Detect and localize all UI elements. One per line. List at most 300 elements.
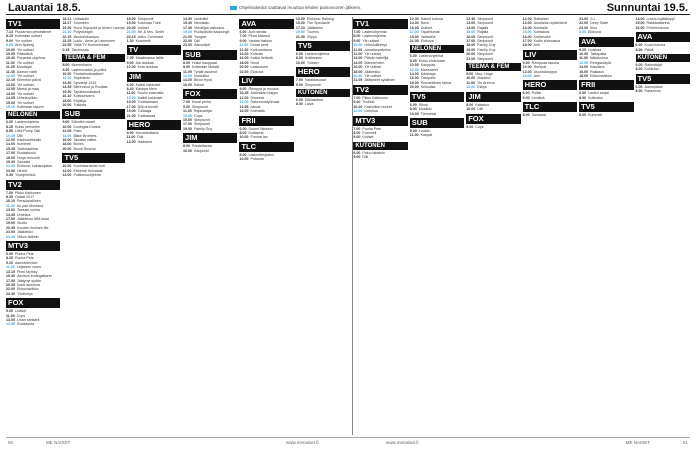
program-title: Lastentiesijoitus: [248, 152, 275, 157]
program-entry: [62, 147, 124, 151]
program-title: Vantaa fashion: [248, 38, 273, 43]
program-time: 20.30: [126, 25, 136, 30]
program-time: 8.00: [183, 144, 191, 149]
program-title: Kauppaa: [420, 63, 436, 68]
channel-header: HERO: [523, 80, 577, 90]
program-time: 8.00: [466, 102, 474, 107]
program-title: Vierailjan valtuutus: [194, 25, 225, 30]
channel-header: HERO: [296, 67, 350, 77]
program-time: 8.00: [579, 95, 587, 100]
channel-header: TV1: [353, 19, 407, 29]
program-title: Poliisi: [531, 91, 542, 96]
program-entry: [466, 57, 520, 61]
program-entry: [6, 235, 60, 239]
program-title: Rakkaustarina: [646, 21, 670, 26]
program-title: Kotiseudut: [533, 34, 551, 39]
program-title: Ala tarkkaa: [135, 60, 154, 65]
channel-header: FOX: [6, 298, 60, 308]
day-title-left: Lauantai 18.5.: [8, 2, 81, 14]
listing-column: [579, 17, 633, 435]
program-time: 16.00: [183, 82, 193, 87]
program-time: 14.00: [522, 74, 532, 79]
program-time: 10.00: [579, 52, 589, 57]
program-title: Cops: [475, 124, 484, 129]
program-time: 6.00: [409, 54, 417, 59]
program-time: 21.00: [6, 164, 15, 169]
program-time: 12.10: [6, 78, 15, 83]
program-title: Aamun vartit: [16, 69, 37, 74]
program-time: 10.05: [6, 52, 15, 57]
program-title: Luomu kyttäkuppi: [646, 17, 675, 21]
channel-header: KUTONEN: [636, 54, 690, 62]
program-entry: [62, 173, 124, 177]
program-title: Elokuva: Lainsuojaton: [17, 164, 53, 169]
program-time: 10.00: [6, 47, 15, 52]
program-time: 12.05: [62, 129, 72, 134]
program-title: Kotiterassi: [304, 56, 322, 61]
program-time: 11.00: [6, 313, 15, 318]
program-time: 18.00: [62, 98, 72, 103]
program-title: Haasteet: [137, 139, 152, 144]
program-title: Urheiluviikko: [17, 96, 38, 101]
program-time: 12.00: [62, 168, 72, 173]
program-title: Kotikaisa: [588, 95, 603, 100]
program-time: 11.00: [183, 69, 192, 74]
program-title: Uutiset: [420, 25, 432, 30]
program-time: 20.00: [62, 146, 72, 151]
program-entry: [523, 96, 577, 100]
program-title: Luukku: [418, 128, 431, 133]
program-time: 20.30: [353, 74, 363, 79]
program-title: Rakkaus: [590, 69, 605, 74]
program-time: 6.00: [295, 52, 303, 57]
program-entry: [239, 109, 293, 113]
program-title: Kolmatta: [250, 109, 265, 114]
program-entry: [239, 157, 293, 161]
program-time: 18.11: [62, 17, 72, 21]
program-time: 11.00: [409, 133, 419, 138]
program-title: Puuha Pete: [15, 256, 34, 261]
program-title: Rengasväylä: [590, 60, 611, 65]
program-title: Diili: [194, 39, 200, 44]
program-title: Simpsonit: [477, 52, 493, 57]
program-title: Talvimuuta: [71, 47, 89, 52]
program-time: 14.00: [635, 17, 645, 21]
program-title: Paluu takaisin: [362, 150, 385, 155]
program-time: 14.00: [466, 25, 476, 30]
program-title: Tutkinta: [73, 102, 87, 107]
program-title: Galaxi 2017: [15, 195, 35, 199]
program-time: 18.27: [62, 21, 72, 26]
program-time: 12.00: [579, 60, 589, 65]
program-time: 8.00: [295, 102, 303, 107]
program-entry: [523, 113, 577, 117]
program-time: 14.00: [6, 142, 15, 147]
program-title: Kotimaan Metsät: [192, 65, 219, 70]
program-title: Aitous: [250, 104, 261, 109]
program-time: 14.05: [6, 96, 15, 101]
channel-header: SUB: [183, 50, 237, 60]
channel-header: MTV3: [6, 241, 60, 251]
program-time: 16.00: [466, 34, 476, 39]
program-entry: [353, 155, 407, 159]
program-title: Pieni Myrsky: [17, 269, 38, 274]
program-title: Vielä TV Kommentaari: [73, 43, 110, 48]
program-title: Remppa ja muutos: [248, 87, 279, 92]
program-time: 18.00: [353, 69, 363, 74]
program-entry: [466, 107, 520, 111]
program-title: Persoonallinen: [17, 199, 41, 204]
program-time: 21.00: [6, 230, 15, 235]
program-entry: [183, 149, 237, 153]
program-time: 20.30: [6, 282, 15, 287]
program-title: Diili: [137, 135, 144, 140]
program-title: Elokuva: [250, 69, 264, 74]
program-time: 23.30: [6, 234, 15, 239]
program-title: Kotivalo: [250, 52, 264, 57]
program-entry: [296, 35, 350, 39]
program-title: Kahvit: [194, 82, 205, 87]
program-title: Pako: [73, 129, 82, 134]
program-time: 18.00: [6, 155, 15, 160]
program-time: 20.00: [62, 102, 72, 107]
program-time: 9.00: [62, 120, 70, 125]
program-time: 13.00: [239, 100, 249, 105]
program-title: Kodin kunnostus: [533, 39, 561, 44]
program-time: 10.00: [466, 76, 476, 81]
program-time: 6.00: [522, 91, 530, 96]
program-time: 12.00: [6, 74, 15, 79]
program-time: 14.55: [239, 104, 249, 109]
program-title: S.L.: [590, 17, 597, 21]
program-title: Lastenohjelmat: [418, 54, 444, 59]
program-entry: [466, 85, 520, 89]
program-time: 22.25: [62, 39, 72, 44]
program-time: 9.20: [353, 100, 361, 105]
program-title: Simpsonit: [137, 17, 154, 21]
channel-header: AVA: [239, 19, 293, 29]
program-title: Extreme Kulvaivat: [73, 168, 103, 173]
legend-text: Ohjelmatiedot saattavat muuttua lehden painovuoren jälkeen.: [239, 5, 362, 10]
program-title: Dilli: [362, 155, 369, 160]
program-title: Lastenohjelmia: [362, 30, 387, 34]
program-entry: [466, 125, 520, 129]
program-entry: [579, 96, 633, 100]
program-title: Kohti aurinkoa: [17, 282, 40, 287]
program-title: Ruva Sopupää ja Alvien Laumat: [73, 25, 125, 30]
program-time: 19.00: [183, 30, 193, 35]
program-time: 14.00: [522, 25, 532, 30]
program-time: 11.00: [126, 91, 136, 96]
program-time: 8.00: [522, 113, 530, 118]
channel-header: TV5: [579, 102, 633, 112]
program-time: 7.00: [295, 78, 303, 83]
program-time: 13.00: [295, 17, 305, 21]
program-title: Ruokasota: [17, 322, 35, 327]
program-title: Urheilulähetys: [364, 43, 388, 48]
program-time: 13.00: [6, 317, 15, 322]
program-entry: [410, 85, 464, 89]
program-time: 12.00: [6, 137, 15, 142]
program-entry: [127, 140, 181, 144]
program-title: Perheelokuva: [646, 25, 669, 30]
program-title: Simpsonit: [477, 34, 493, 39]
program-title: Kotimaan uutiset: [15, 34, 42, 39]
program-title: Perjantai-ohjelma: [17, 56, 45, 61]
program-entry: [579, 30, 633, 34]
program-title: Family Guy: [477, 43, 496, 48]
program-title: Yle uutiset: [15, 38, 32, 43]
channel-header: JIM: [466, 92, 520, 102]
channel-header: TV1: [6, 19, 60, 29]
program-time: 16.10: [62, 94, 72, 99]
program-title: Aamupäivä: [644, 84, 663, 89]
program-title: Kaupat: [420, 133, 432, 138]
program-time: 14.00: [62, 133, 72, 138]
program-time: 6.00: [579, 91, 587, 96]
program-time: 13.00: [6, 82, 15, 87]
program-title: Puuhat lan: [250, 135, 268, 140]
program-time: 6.00: [409, 102, 417, 107]
program-title: Kelloaika: [420, 85, 436, 90]
program-title: Elokuva: [420, 39, 434, 44]
channel-header: TEEMA & FEM: [62, 54, 124, 62]
program-title: Musiikki: [418, 107, 432, 112]
program-title: Kummeli: [362, 130, 377, 135]
program-title: Puolipäivän kaupungit: [194, 30, 230, 35]
program-time: 13.10: [6, 269, 15, 274]
program-time: 17.00: [183, 122, 193, 127]
program-time: 20.00: [239, 65, 249, 70]
program-time: 15.40: [183, 21, 193, 26]
program-title: Aamutelevisio: [15, 260, 38, 265]
program-time: 9.00: [466, 72, 474, 77]
channel-header: AVA: [636, 32, 690, 42]
program-time: 16.00: [239, 109, 249, 114]
program-time: 12.10: [62, 76, 72, 81]
program-title: Simpsonit: [477, 39, 493, 44]
program-time: 12.00: [466, 85, 476, 90]
program-time: 8.00: [635, 89, 643, 94]
listing-column: [636, 17, 690, 435]
program-time: 9.00: [295, 82, 303, 87]
program-time: 23.00: [6, 168, 15, 173]
program-time: 6.00: [353, 150, 361, 155]
channel-header: TLC: [523, 102, 577, 112]
program-title: Iltakahvi: [477, 76, 491, 81]
program-time: 14.30: [409, 21, 419, 26]
program-time: 8.35: [6, 195, 13, 199]
program-time: 13.00: [183, 113, 193, 118]
program-title: Kokonaa Tube: [137, 21, 161, 26]
program-time: 13.00: [126, 139, 136, 144]
program-title: Talvipallo: [420, 76, 436, 81]
program-time: 12.30: [466, 17, 476, 21]
program-title: Polyvikinget: [73, 30, 93, 35]
channel-header: LIV: [523, 50, 577, 60]
program-time: 19.30: [62, 25, 72, 30]
program-time: 15.00: [466, 30, 476, 35]
channel-header: NELONEN: [410, 45, 464, 53]
program-title: Uutiset: [362, 135, 374, 140]
program-title: Kotikutsu: [644, 67, 660, 72]
program-title: Pikku Kakkonen: [362, 95, 389, 100]
program-title: Ilonkriikit: [194, 17, 209, 21]
magazine-name-left: ME NAISET: [46, 440, 71, 445]
program-time: 19.00: [295, 30, 305, 35]
program-time: 8.00: [353, 130, 361, 135]
program-title: Rikos: [418, 102, 428, 107]
program-title: The Spectacle: [306, 21, 330, 26]
program-time: 19.00: [126, 21, 136, 26]
program-title: Laiva: [304, 102, 314, 107]
program-time: 10.20: [353, 104, 363, 109]
program-title: Simpsonit: [194, 117, 210, 122]
program-title: Kaupunki: [194, 148, 210, 153]
program-title: Bikini Brothers: [73, 133, 97, 138]
program-title: Jääkiekko: [364, 69, 381, 74]
program-time: 22.15: [62, 34, 72, 39]
program-title: Uutisarkki: [73, 17, 90, 21]
program-time: 17.00: [466, 39, 476, 44]
program-title: Arki: [533, 74, 540, 79]
page-number-right: 61: [682, 440, 688, 445]
program-entry: [410, 39, 464, 43]
program-title: Ava nämäs: [248, 30, 267, 34]
program-time: 19.00: [183, 126, 193, 131]
program-time: 12.00: [409, 67, 419, 72]
program-time: 10.00: [62, 72, 72, 77]
listing-column: [127, 17, 181, 435]
program-title: Elokuva: [588, 30, 601, 35]
program-time: 21.00: [466, 56, 476, 61]
program-title: Bikini Hyvä: [194, 78, 212, 83]
program-time: 9.25: [579, 47, 587, 52]
program-time: 8.00: [579, 113, 587, 118]
program-time: 6.00: [239, 30, 247, 34]
program-title: Lifeli Pump Talk: [15, 129, 41, 134]
program-entry: [636, 48, 690, 52]
program-entry: [239, 135, 293, 139]
program-entry: [523, 43, 577, 47]
program-time: 19.30: [6, 159, 15, 164]
channel-header: TV5: [62, 153, 124, 163]
program-title: Syndetyt 1915: [73, 80, 97, 85]
url-left: www.menaiset.fi: [286, 440, 319, 445]
channel-header: FOX: [183, 89, 237, 99]
program-title: Uutiset: [137, 25, 149, 30]
program-time: 15.00: [635, 21, 645, 26]
program-title: Klassikko: [194, 74, 210, 79]
program-time: 17.10: [295, 25, 305, 30]
program-time: 9.00: [522, 60, 530, 65]
program-entry: [296, 83, 350, 87]
program-time: 12.00: [126, 65, 136, 70]
program-time: 16.00: [239, 56, 249, 61]
program-time: 16.00: [62, 137, 72, 142]
program-time: 10.00: [183, 148, 193, 153]
program-time: 12.00: [183, 74, 193, 79]
program-title: Taivaan valitut: [73, 137, 97, 142]
program-entry: [410, 112, 464, 116]
program-time: 15.30: [62, 89, 72, 94]
program-title: Kuulutsarakoen koti: [73, 164, 106, 169]
program-title: Kaikki kakkoset: [135, 82, 161, 87]
channel-header: KUTONEN: [353, 142, 407, 150]
program-time: 21.00: [295, 34, 305, 39]
program-title: Varastosodat: [304, 78, 326, 83]
program-title: Arto Nyberg: [15, 43, 35, 48]
program-title: Uutiset: [15, 309, 27, 314]
program-title: Yle uutiset: [17, 47, 34, 52]
program-time: 22.55: [62, 43, 72, 48]
program-entry: [183, 43, 237, 47]
channel-header: MTV3: [353, 116, 407, 126]
program-title: Yle uutiset: [364, 65, 382, 70]
program-time: 15.00: [183, 117, 193, 122]
page-footer: [6, 437, 690, 448]
channel-header: JIM: [183, 133, 237, 143]
channel-header: KUTONEN: [296, 89, 350, 97]
program-time: 7.00: [353, 126, 361, 131]
program-time: 16.00: [353, 65, 363, 70]
program-time: 16.00: [579, 69, 589, 74]
program-title: Tulinen: [306, 60, 319, 65]
program-entry: [636, 89, 690, 93]
program-time: 22.00: [579, 21, 589, 26]
header-bar: [6, 2, 690, 15]
program-time: 9.00: [522, 95, 530, 100]
program-entry: [353, 135, 407, 139]
program-time: 8.00: [239, 130, 247, 135]
program-time: 13.00: [522, 21, 532, 26]
program-title: Tuhkaavaa: [137, 113, 156, 118]
legend: [230, 3, 361, 13]
program-title: Australia: [533, 25, 548, 30]
program-time: 8.00: [62, 63, 70, 68]
program-title: Pääsiäsiä: [17, 52, 33, 57]
program-time: 13.05: [6, 87, 15, 92]
program-time: 12.30: [409, 17, 419, 21]
program-time: 22.00: [6, 287, 15, 292]
program-title: Kuningas Koriste: [73, 124, 101, 129]
program-time: 7.00: [183, 100, 191, 105]
program-time: 16.00: [635, 25, 645, 30]
program-time: 8.00: [183, 60, 191, 65]
program-title: Remppaa tauolla: [531, 60, 559, 65]
program-time: 15.00: [6, 100, 15, 105]
program-time: 6.00: [239, 126, 247, 131]
channel-header: FRII: [239, 116, 293, 126]
program-title: Kutsu elokuvaan: [418, 58, 446, 63]
program-time: 9.00: [353, 155, 361, 160]
program-title: Mansaaret: [420, 67, 438, 72]
program-time: 8.00: [239, 152, 247, 157]
program-time: 14.30: [183, 17, 193, 21]
program-entry: [6, 105, 60, 109]
program-title: Päivän taiteilija: [364, 56, 389, 61]
program-title: Puhuvat: [250, 157, 264, 162]
program-time: 18.00: [62, 142, 72, 147]
channel-header: JIM: [127, 72, 181, 82]
program-title: Merirosvot ja Ruutiaa: [73, 85, 108, 90]
program-title: Kulttuurivarni: [73, 94, 95, 99]
program-time: 10.45: [6, 133, 15, 138]
program-time: 14.00: [183, 78, 193, 83]
listing-column: [523, 17, 577, 435]
program-entry: [62, 103, 124, 107]
program-title: Muuttajat: [16, 65, 32, 70]
